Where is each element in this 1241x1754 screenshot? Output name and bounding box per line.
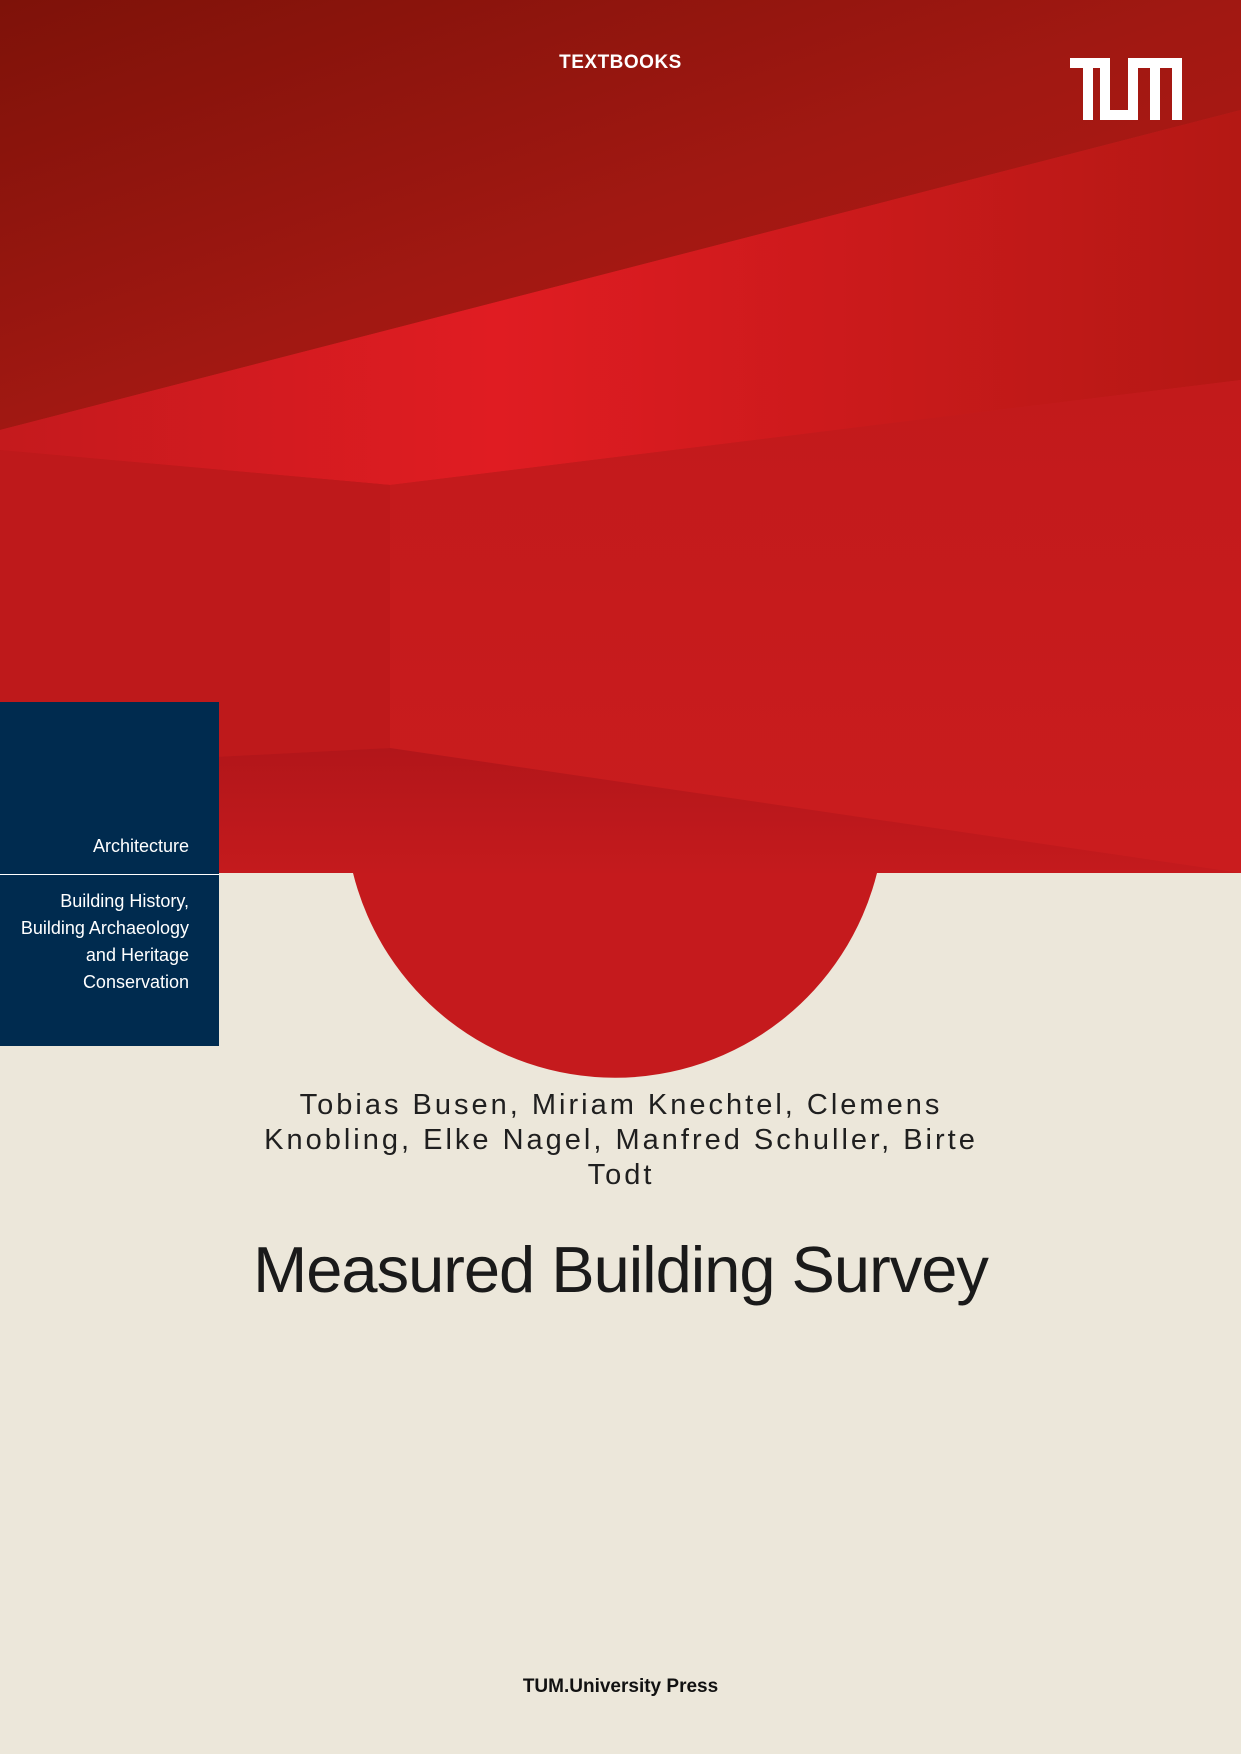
category-primary: Architecture [92, 836, 189, 856]
book-title: Measured Building Survey [253, 1233, 988, 1306]
authors: Tobias Busen, Miriam Knechtel, Clemens Knobling, Elke Nagel, Manfred Schuller, Birte Todt [264, 1089, 978, 1191]
category-secondary: Building History, Building Archaeology and Heritage Conservation [20, 891, 189, 992]
tum-logo [1070, 58, 1182, 120]
publisher: TUM.University Press [522, 1676, 719, 1697]
category-box [0, 702, 219, 1046]
series-label: TEXTBOOKS [559, 52, 682, 73]
category-divider [0, 874, 219, 875]
